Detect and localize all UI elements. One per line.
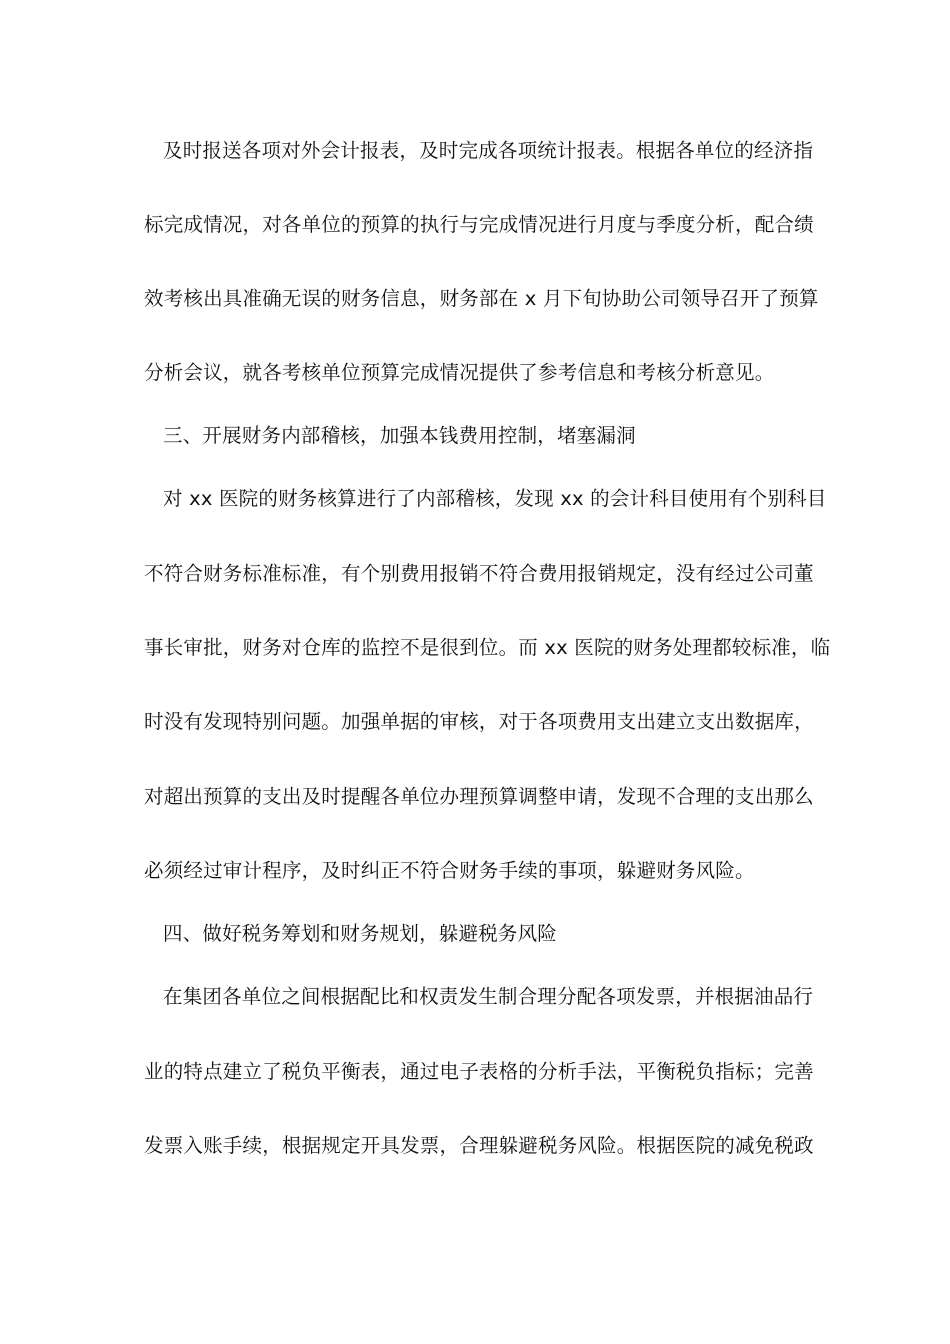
section-heading-4: 四、做好税务筹划和财务规划，躲避税务风险 xyxy=(163,922,558,945)
paragraph-1-line-1: 及时报送各项对外会计报表，及时完成各项统计报表。根据各单位的经济指 xyxy=(163,139,814,162)
paragraph-1-line-4: 分析会议，就各考核单位预算完成情况提供了参考信息和考核分析意见。 xyxy=(144,361,775,384)
paragraph-3-line-2: 业的特点建立了税负平衡表，通过电子表格的分析手法，平衡税负指标；完善 xyxy=(144,1060,814,1083)
paragraph-2-line-1: 对 xx 医院的财务核算进行了内部稽核，发现 xx 的会计科目使用有个别科目 xyxy=(163,487,827,510)
paragraph-1-line-2: 标完成情况，对各单位的预算的执行与完成情况进行月度与季度分析，配合绩 xyxy=(144,213,814,236)
paragraph-3-line-1: 在集团各单位之间根据配比和权责发生制合理分配各项发票，并根据油品行 xyxy=(163,985,814,1008)
paragraph-3-line-3: 发票入账手续，根据规定开具发票，合理躲避税务风险。根据医院的减免税政 xyxy=(144,1134,814,1157)
paragraph-1-line-3: 效考核出具准确无误的财务信息，财务部在 x 月下旬协助公司领导召开了预算 xyxy=(144,287,819,310)
paragraph-2-line-3: 事长审批，财务对仓库的监控不是很到位。而 xx 医院的财务处理都较标准，临 xyxy=(144,636,831,659)
section-heading-3: 三、开展财务内部稽核，加强本钱费用控制，堵塞漏洞 xyxy=(163,424,636,447)
paragraph-2-line-6: 必须经过审计程序，及时纠正不符合财务手续的事项，躲避财务风险。 xyxy=(144,859,755,882)
paragraph-2-line-2: 不符合财务标准标准，有个别费用报销不符合费用报销规定，没有经过公司董 xyxy=(144,562,814,585)
paragraph-2-line-4: 时没有发现特别问题。加强单据的审核，对于各项费用支出建立支出数据库， xyxy=(144,710,814,733)
paragraph-2-line-5: 对超出预算的支出及时提醒各单位办理预算调整申请，发现不合理的支出那么 xyxy=(144,785,814,808)
